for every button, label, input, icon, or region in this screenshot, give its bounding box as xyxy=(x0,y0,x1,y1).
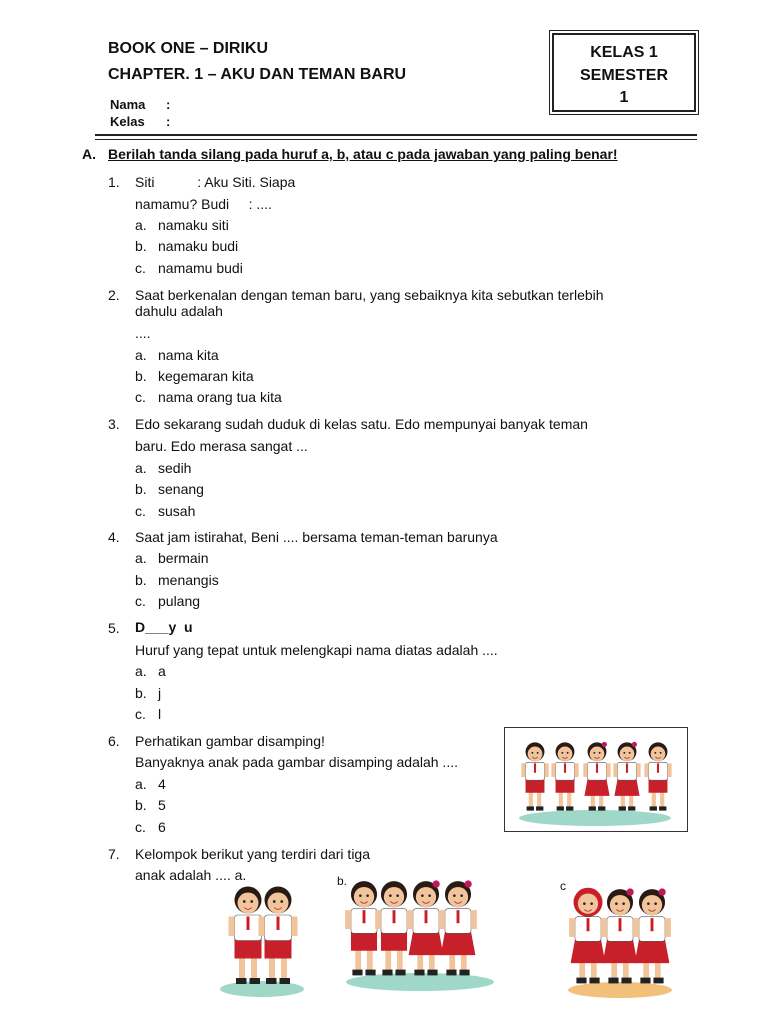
q3-opt-b-text: senang xyxy=(158,481,204,497)
q2-number: 2. xyxy=(108,287,120,303)
q5-opt-c-letter[interactable]: c. xyxy=(135,706,146,722)
q6-opt-a-letter[interactable]: a. xyxy=(135,776,147,792)
q2-opt-c-text: nama orang tua kita xyxy=(158,389,282,405)
box-line-3: 1 xyxy=(619,89,629,106)
nama-colon: : xyxy=(166,97,171,112)
q6-number: 6. xyxy=(108,733,120,749)
q1-line-2: namamu? Budi : .... xyxy=(135,196,272,212)
box-line-2: SEMESTER xyxy=(579,67,668,84)
q4-opt-b-letter[interactable]: b. xyxy=(135,572,147,588)
q5-word: D___y u xyxy=(135,619,193,635)
q7-pic-b-label: b. xyxy=(337,874,348,888)
header-rule xyxy=(95,134,697,136)
section-letter: A. xyxy=(82,146,96,162)
class-semester-box xyxy=(552,33,696,112)
q4-opt-c-text: pulang xyxy=(158,593,201,609)
q2-opt-a-text: nama kita xyxy=(158,347,219,363)
q7-number: 7. xyxy=(108,846,120,862)
q1-opt-c-letter[interactable]: c. xyxy=(135,260,146,276)
q7-group-c-illustration xyxy=(562,876,678,1002)
boy-figure xyxy=(259,887,298,985)
section-instruction: Berilah tanda silang pada huruf a, b, atau c pada jawaban yang paling benar! xyxy=(108,146,618,162)
q1-opt-b-letter[interactable]: b. xyxy=(135,238,147,254)
q1-line-1: Siti : Aku Siti. Siapa xyxy=(135,174,296,190)
q1-opt-b-text: namaku budi xyxy=(158,238,239,254)
q6-line-1: Perhatikan gambar disamping! xyxy=(135,733,325,749)
q6-opt-b-text: 5 xyxy=(158,797,166,813)
q5-number: 5. xyxy=(108,620,120,636)
q7-pic-c-label: c xyxy=(560,879,566,893)
q2-line-3: .... xyxy=(135,325,151,341)
q3-opt-a-letter[interactable]: a. xyxy=(135,460,147,476)
q7-picture-c[interactable] xyxy=(562,876,678,1002)
q2-line-1: Saat berkenalan dengan teman baru, yang sebaiknya kita sebutkan terlebih xyxy=(135,287,604,303)
q4-line-1: Saat jam istirahat, Beni .... bersama teman-teman barunya xyxy=(135,529,498,545)
q6-children-illustration xyxy=(505,728,687,831)
q4-opt-c-letter[interactable]: c. xyxy=(135,593,146,609)
q6-opt-b-letter[interactable]: b. xyxy=(135,797,147,813)
q7-line-1: Kelompok berikut yang terdiri dari tiga xyxy=(135,846,371,862)
q5-opt-b-letter[interactable]: b. xyxy=(135,685,147,701)
girl-figure xyxy=(439,880,477,975)
q4-opt-a-text: bermain xyxy=(158,550,209,566)
boy-figure xyxy=(551,742,578,810)
q3-opt-c-letter[interactable]: c. xyxy=(135,503,146,519)
q5-opt-a-letter[interactable]: a. xyxy=(135,663,147,679)
q2-line-2: dahulu adalah xyxy=(135,303,223,319)
q1-number: 1. xyxy=(108,174,120,190)
q2-opt-b-letter[interactable]: b. xyxy=(135,368,147,384)
q7-line-2: anak adalah .... a. xyxy=(135,867,247,883)
nama-label: Nama xyxy=(110,97,146,112)
q6-opt-c-text: 6 xyxy=(158,819,166,835)
q2-opt-b-text: kegemaran kita xyxy=(158,368,254,384)
q1-opt-a-text: namaku siti xyxy=(158,217,229,233)
q5-opt-b-text: j xyxy=(158,685,162,701)
q2-opt-a-letter[interactable]: a. xyxy=(135,347,147,363)
q1-opt-a-letter[interactable]: a. xyxy=(135,217,147,233)
chapter-title: CHAPTER. 1 – AKU DAN TEMAN BARU xyxy=(108,66,407,83)
q7-picture-a[interactable] xyxy=(216,876,308,1000)
q6-opt-a-text: 4 xyxy=(158,776,166,792)
q3-line-1: Edo sekarang sudah duduk di kelas satu. Edo mempunyai banyak teman xyxy=(135,416,588,432)
q3-opt-c-text: susah xyxy=(158,503,196,519)
q1-opt-c-text: namamu budi xyxy=(158,260,243,276)
q5-opt-a-text: a xyxy=(158,663,166,679)
q7-group-a-illustration xyxy=(216,876,308,1000)
q4-opt-a-letter[interactable]: a. xyxy=(135,550,147,566)
girl-figure xyxy=(613,742,640,811)
book-title: BOOK ONE – DIRIKU xyxy=(108,40,269,57)
boy-figure xyxy=(644,742,671,810)
q3-opt-b-letter[interactable]: b. xyxy=(135,481,147,497)
kelas-colon: : xyxy=(166,114,171,129)
boy-figure xyxy=(521,742,548,810)
q6-picture xyxy=(504,727,688,832)
q3-line-2: baru. Edo merasa sangat ... xyxy=(135,438,308,454)
q3-opt-a-text: sedih xyxy=(158,460,192,476)
q6-opt-c-letter[interactable]: c. xyxy=(135,819,146,835)
kelas-label: Kelas xyxy=(110,114,145,129)
box-line-1: KELAS 1 xyxy=(590,44,658,61)
q5-opt-c-text: l xyxy=(158,706,162,722)
q2-opt-c-letter[interactable]: c. xyxy=(135,389,146,405)
q5-line-1: Huruf yang tepat untuk melengkapi nama diatas adalah .... xyxy=(135,642,498,658)
girl-figure xyxy=(633,888,671,983)
q6-line-2: Banyaknya anak pada gambar disamping adalah .... xyxy=(135,754,458,770)
q4-opt-b-text: menangis xyxy=(158,572,219,588)
q3-number: 3. xyxy=(108,416,120,432)
header-rule-thin xyxy=(95,139,697,140)
q7-group-b-illustration xyxy=(342,872,498,994)
q4-number: 4. xyxy=(108,529,120,545)
q7-picture-b[interactable] xyxy=(342,872,498,994)
girl-figure xyxy=(583,742,610,811)
